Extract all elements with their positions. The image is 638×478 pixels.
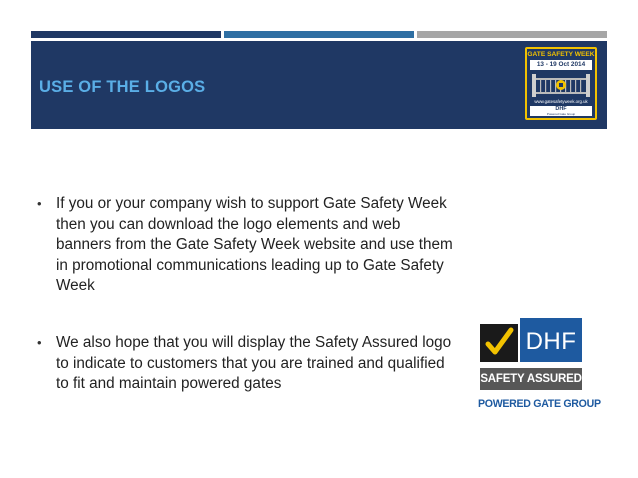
accent-bar-navy xyxy=(31,31,221,38)
safety-assured-logo xyxy=(478,318,601,414)
badge-org: DHF xyxy=(555,106,567,112)
list-item xyxy=(37,194,457,297)
list-item xyxy=(37,333,457,395)
logo-dhf-panel xyxy=(520,318,582,362)
checkmark-icon xyxy=(480,324,518,362)
logo-check-panel xyxy=(480,324,518,362)
accent-bar-blue xyxy=(224,31,414,38)
bullet-list xyxy=(37,194,457,395)
slide-title: USE OF THE LOGOS xyxy=(39,78,206,96)
badge-title: GATE SAFETY WEEK xyxy=(527,51,595,58)
logo-tagline: POWERED GATE GROUP xyxy=(478,398,601,410)
badge-dhf-panel xyxy=(530,106,592,116)
bullet-text: If you or your company wish to support Gate Safety Week then you can download the logo elements and web banners from the Gate Safety Week website and use them in promotional communications leading up to Gate Safety Week xyxy=(56,195,453,295)
logo-top-row xyxy=(478,318,582,364)
accent-bar-grey xyxy=(417,31,607,38)
bullet-marker: • xyxy=(37,334,42,350)
badge-url: www.gatesafetyweek.org.uk xyxy=(534,99,588,104)
badge-dates: 13 - 19 Oct 2014 xyxy=(530,60,592,70)
gate-safety-week-logo xyxy=(525,47,597,120)
badge-org-sub: Powered Gate Group xyxy=(546,112,576,116)
logo-brand: DHF xyxy=(525,328,577,355)
title-band xyxy=(31,41,607,129)
bullet-text: We also hope that you will display the Safety Assured logo to indicate to customers that you are trained and qualified to fit and maintain powered gates xyxy=(56,333,452,393)
gate-illustration-icon xyxy=(530,72,592,98)
bullet-marker: • xyxy=(37,196,42,211)
logo-band: SAFETY ASSURED xyxy=(480,368,582,390)
